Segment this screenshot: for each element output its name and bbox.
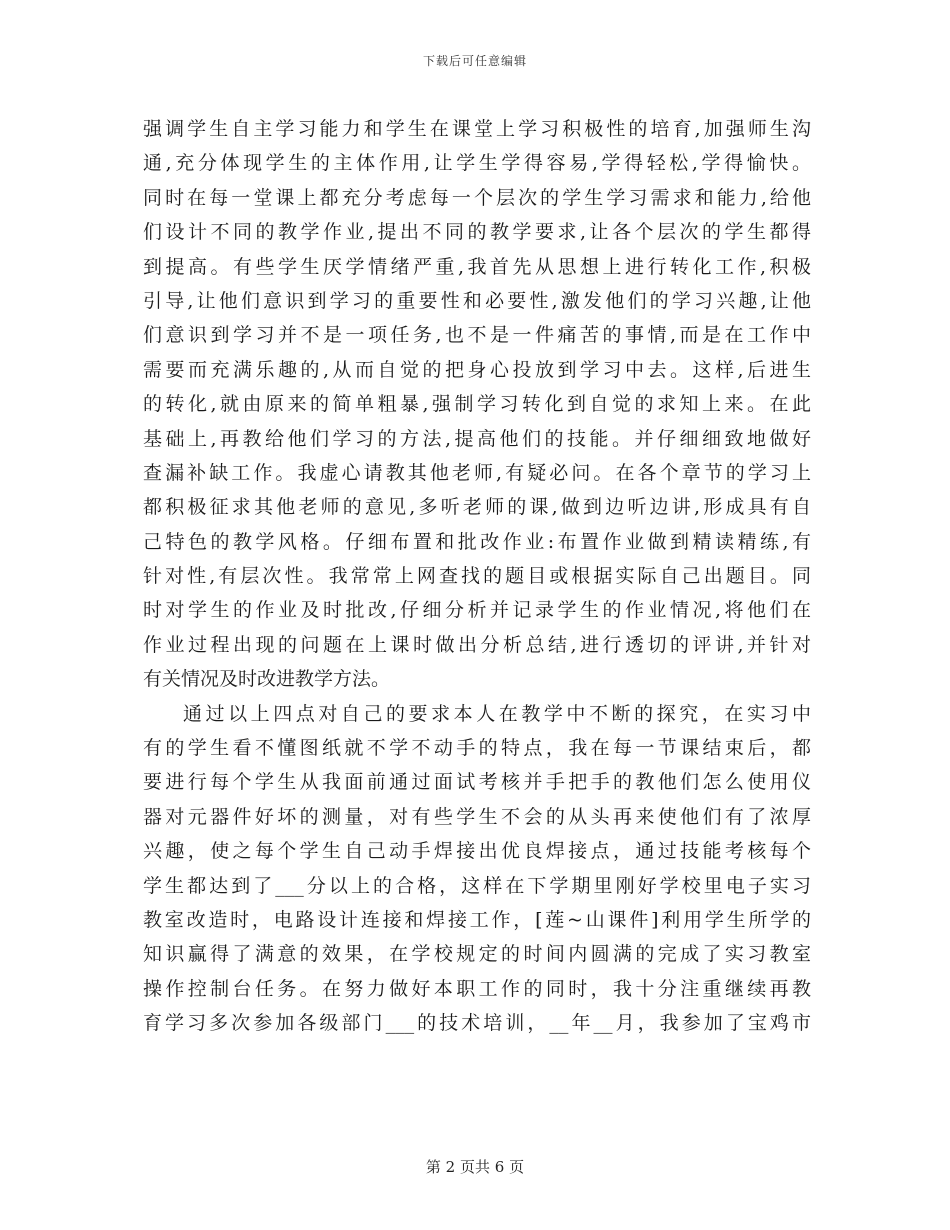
text-line: 时对学生的作业及时批改,仔细分析并记录学生的作业情况,将他们在 <box>143 599 811 622</box>
text-line: 们设计不同的教学作业,提出不同的教学要求,让各个层次的学生都得 <box>143 221 811 244</box>
text-line: 要进行每个学生从我面前通过面试考核并手把手的教他们怎么使用仪 <box>143 771 811 794</box>
text-line: 器对元器件好坏的测量，对有些学生不会的从头再来使他们有了浓厚 <box>143 805 811 828</box>
text-line: 同时在每一堂课上都充分考虑每一个层次的学生学习需求和能力,给他 <box>143 186 811 209</box>
paragraph-2 <box>143 697 811 1041</box>
paragraph-1 <box>143 112 811 697</box>
text-line: 强调学生自主学习能力和学生在课堂上学习积极性的培育,加强师生沟 <box>143 118 811 140</box>
text-line: 己特色的教学风格。仔细布置和批改作业:布置作业做到精读精练,有 <box>143 530 811 553</box>
text-line: 们意识到学习并不是一项任务,也不是一件痛苦的事情,而是在工作中 <box>143 324 811 347</box>
document-body <box>143 112 811 1041</box>
page-header: 下载后可任意编辑 <box>422 54 527 68</box>
text-line: 都积极征求其他老师的意见,多听老师的课,做到边听边讲,形成具有自 <box>143 496 811 519</box>
text-line: 知识赢得了满意的效果，在学校规定的时间内圆满的完成了实习教室 <box>143 943 811 966</box>
text-line: 通过以上四点对自己的要求本人在教学中不断的探究，在实习中 <box>183 702 811 725</box>
text-line: 育学习多次参加各级部门___的技术培训，__年__月，我参加了宝鸡市 <box>143 1012 811 1035</box>
text-line: 作业过程出现的问题在上课时做出分析总结,进行透切的评讲,并针对 <box>143 633 811 656</box>
text-line: 查漏补缺工作。我虚心请教其他老师,有疑必问。在各个章节的学习上 <box>143 461 811 484</box>
text-line: 操作控制台任务。在努力做好本职工作的同时，我十分注重继续再教 <box>143 977 811 1000</box>
text-line: 有的学生看不懂图纸就不学不动手的特点，我在每一节课结束后，都 <box>143 737 811 760</box>
text-line: 的转化,就由原来的简单粗暴,强制学习转化到自觉的求知上来。在此 <box>143 393 811 416</box>
text-line: 通,充分体现学生的主体作用,让学生学得容易,学得轻松,学得愉快。 <box>143 152 811 175</box>
text-line: 兴趣，使之每个学生自己动手焊接出优良焊接点，通过技能考核每个 <box>143 840 811 863</box>
text-line: 需要而充满乐趣的,从而自觉的把身心投放到学习中去。这样,后进生 <box>143 358 811 381</box>
text-line: 针对性,有层次性。我常常上网查找的题目或根据实际自己出题目。同 <box>143 565 811 588</box>
text-line: 基础上,再教给他们学习的方法,提高他们的技能。并仔细细致地做好 <box>143 427 811 450</box>
text-line: 学生都达到了___分以上的合格，这样在下学期里刚好学校里电子实习 <box>143 874 811 897</box>
text-line: 到提高。有些学生厌学情绪严重,我首先从思想上进行转化工作,积极 <box>143 255 811 278</box>
text-line: 引导,让他们意识到学习的重要性和必要性,激发他们的学习兴趣,让他 <box>143 289 811 312</box>
text-line: 有关情况及时改进教学方法。 <box>143 668 391 691</box>
page-number-footer: 第 2 页共 6 页 <box>425 1158 525 1176</box>
text-line: 教室改造时，电路设计连接和焊接工作，[莲~山课件]利用学生所学的 <box>143 908 811 931</box>
